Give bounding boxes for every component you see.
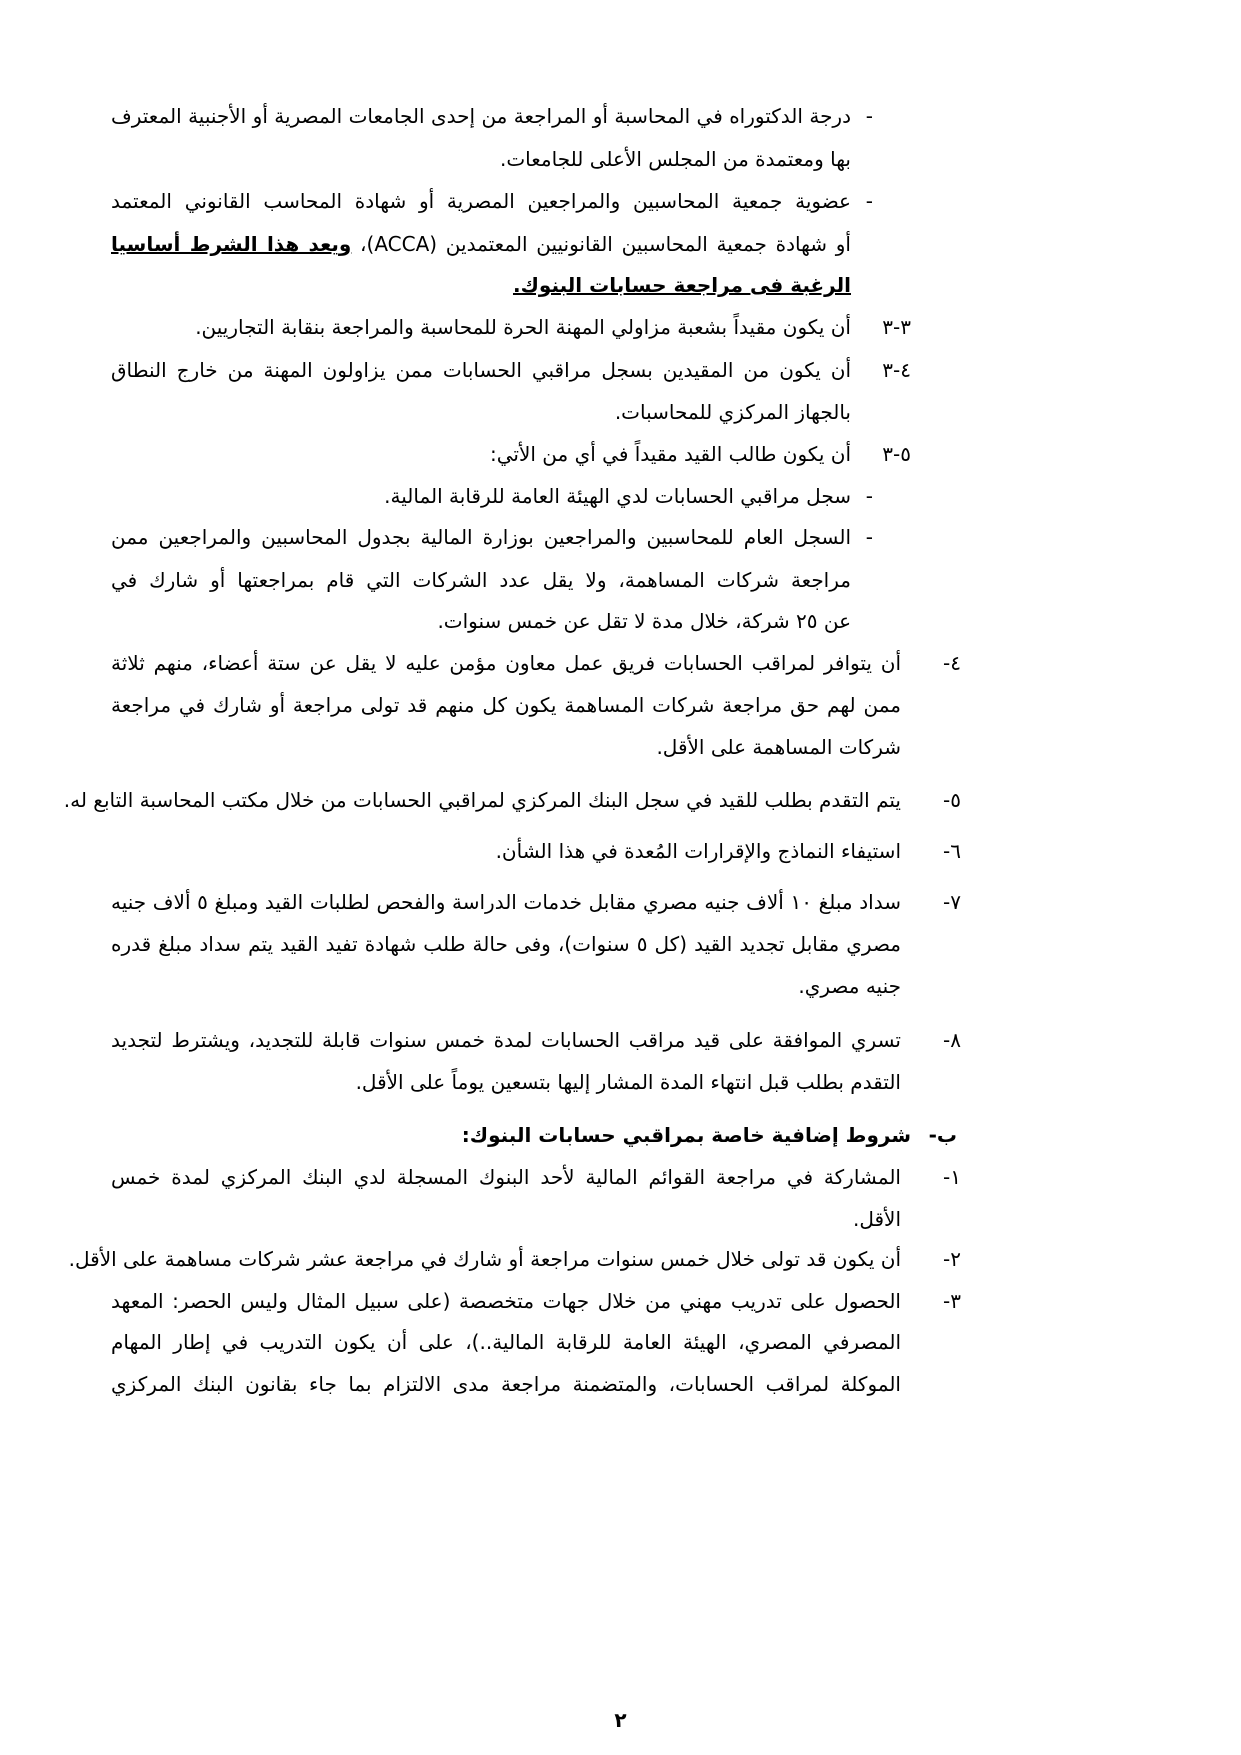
item-number: ٨- [943, 1028, 961, 1052]
text-line: عن ٢٥ شركة، خلال مدة لا تقل عن خمس سنوات. [437, 609, 851, 633]
text-line [111, 229, 851, 259]
text-line: تسري الموافقة على قيد مراقب الحسابات لمدة خمس سنوات قابلة للتجديد، ويشترط لتجديد [111, 1028, 901, 1052]
text-line: يتم التقدم بطلب للقيد في سجل البنك المركزي لمراقبي الحسابات من خلال مكتب المحاسبة التابع له. [63, 788, 901, 812]
text-line [513, 270, 851, 300]
text-line: مصري مقابل تجديد القيد (كل ٥ سنوات)، وفى حالة طلب شهادة تفيد القيد يتم سداد مبلغ قدره [111, 932, 901, 956]
item-number: ١- [943, 1165, 961, 1189]
bullet-marker: - [865, 104, 873, 128]
emphasis-text: الرغبة فى مراجعة حسابات البنوك. [512, 273, 851, 297]
text-line: درجة الدكتوراه في المحاسبة أو المراجعة من إحدى الجامعات المصرية أو الأجنبية المعترف [111, 104, 851, 128]
text-segment: أو شهادة جمعية المحاسبين القانونيين المعتمدين (ACCA)، [360, 232, 851, 256]
item-number: ٦- [943, 839, 961, 863]
item-number: ٧- [943, 890, 961, 914]
item-number: ٣- [943, 1289, 961, 1313]
item-number: ٥- [943, 788, 961, 812]
text-line: الموكلة لمراقب الحسابات، والمتضمنة مراجعة مدى الالتزام بما جاء بقانون البنك المركزي [111, 1372, 901, 1396]
bullet-marker: - [865, 484, 873, 508]
text-line: بها ومعتمدة من المجلس الأعلى للجامعات. [500, 147, 851, 171]
bullet-marker: - [865, 525, 873, 549]
bullet-marker: - [865, 189, 873, 213]
text-line: شركات المساهمة على الأقل. [656, 735, 901, 759]
text-line: أن يكون من المقيدين بسجل مراقبي الحسابات ممن يزاولون المهنة من خارج النطاق [111, 358, 851, 382]
text-line: أن يكون مقيداً بشعبة مزاولي المهنة الحرة للمحاسبة والمراجعة بنقابة التجاريين. [195, 315, 851, 339]
item-number: ٤- [943, 651, 961, 675]
text-line: السجل العام للمحاسبين والمراجعين بوزارة المالية بجدول المحاسبين والمراجعين ممن [111, 525, 851, 549]
text-line: المشاركة في مراجعة القوائم المالية لأحد البنوك المسجلة لدي البنك المركزي لمدة خمس [111, 1165, 901, 1189]
item-number: ٣-٣ [882, 315, 911, 339]
text-line: مراجعة شركات المساهمة، ولا يقل عدد الشركات التي قام بمراجعتها أو شارك في [111, 568, 851, 592]
text-line: بالجهاز المركزي للمحاسبات. [614, 400, 851, 424]
section-heading: شروط إضافية خاصة بمراقبي حسابات البنوك: [461, 1123, 911, 1147]
text-line: ممن لهم حق مراجعة شركات المساهمة يكون كل منهم قد تولى مراجعة أو شارك في مراجعة [111, 693, 901, 717]
text-line: جنيه مصري. [798, 974, 901, 998]
emphasis-text: ويعد هذا الشرط أساسيا [111, 232, 352, 256]
text-line: أن يتوافر لمراقب الحسابات فريق عمل معاون مؤمن عليه لا يقل عن ستة أعضاء، منهم ثلاثة [111, 651, 901, 675]
text-line: الأقل. [852, 1207, 901, 1231]
section-marker: ب- [928, 1123, 957, 1147]
text-line: عضوية جمعية المحاسبين والمراجعين المصرية أو شهادة المحاسب القانوني المعتمد [111, 189, 851, 213]
page-number: ٢ [614, 1708, 627, 1732]
text-line: أن يكون قد تولى خلال خمس سنوات مراجعة أو شارك في مراجعة عشر شركات مساهمة على الأقل. [68, 1247, 901, 1271]
text-line: سجل مراقبي الحسابات لدي الهيئة العامة للرقابة المالية. [384, 484, 851, 508]
text-line: أن يكون طالب القيد مقيداً في أي من الأتي: [489, 442, 851, 466]
text-line: سداد مبلغ ١٠ ألاف جنيه مصري مقابل خدمات الدراسة والفحص لطلبات القيد ومبلغ ٥ ألاف جنيه [111, 890, 901, 914]
item-number: ٤-٣ [882, 358, 911, 382]
text-line: المصرفي المصري، الهيئة العامة للرقابة المالية..)، على أن يكون التدريب في إطار المهام [111, 1330, 901, 1354]
text-line: استيفاء النماذج والإقرارات المُعدة في هذا الشأن. [495, 839, 901, 863]
item-number: ٢- [943, 1247, 961, 1271]
text-line: الحصول على تدريب مهني من خلال جهات متخصصة (على سبيل المثال وليس الحصر: المعهد [111, 1289, 901, 1313]
item-number: ٥-٣ [882, 442, 911, 466]
text-line: التقدم بطلب قبل انتهاء المدة المشار إليها بتسعين يوماً على الأقل. [355, 1070, 901, 1094]
